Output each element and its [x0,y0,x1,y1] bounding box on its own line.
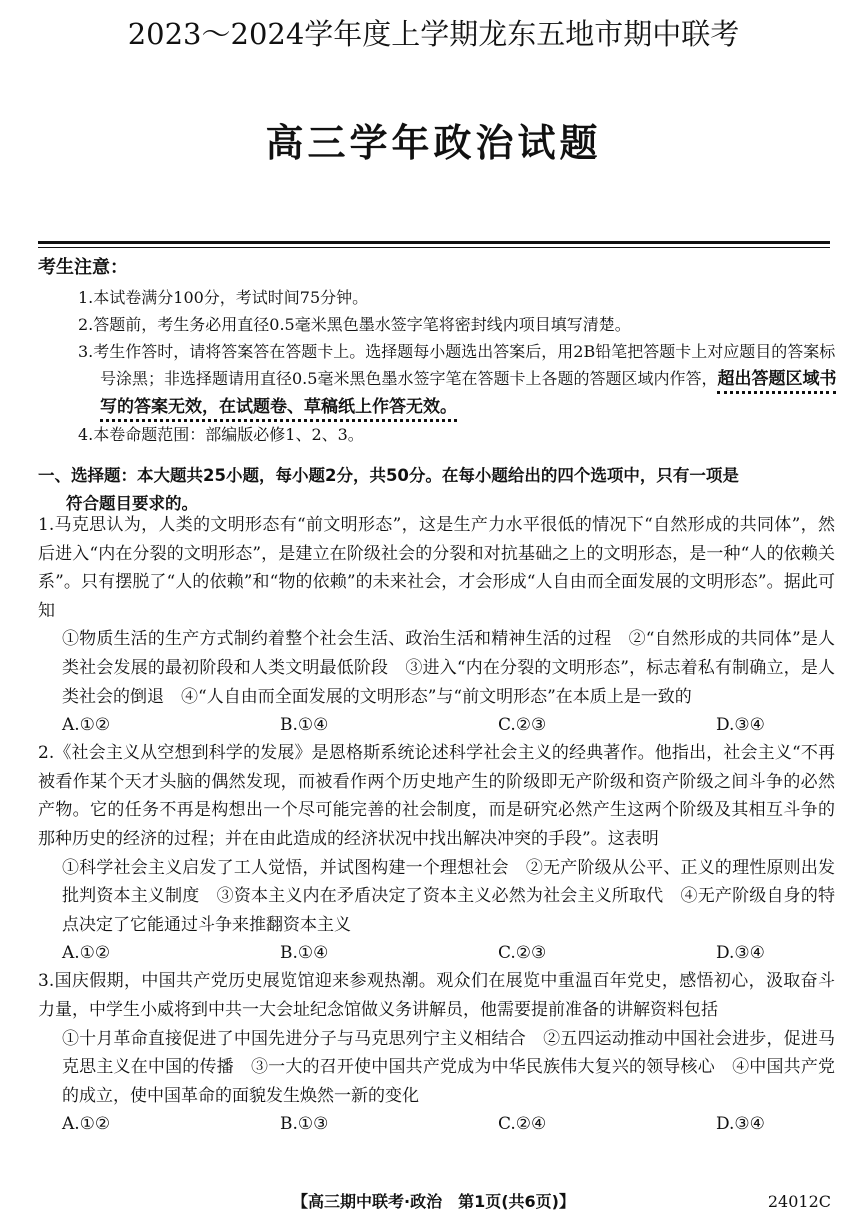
notice-item: 1.本试卷满分100分，考试时间75分钟。 [78,288,369,307]
notice-list [78,284,838,448]
notice-emphasis: 超出答题区域书写的答案无效，在试题卷、草稿纸上作答无效。 [100,369,836,422]
answer-option: C.②④ [498,1114,547,1135]
notice-item: 4.本卷命题范围：部编版必修1、2、3。 [78,425,364,444]
page-title: 高三学年政治试题 [265,121,602,165]
answer-option: B.①④ [280,715,329,736]
notice-item [78,338,838,421]
question [38,511,835,739]
notice-item: 2.答题前，考生务必用直径0.5毫米黑色墨水签字笔将密封线内项目填写清楚。 [78,315,631,334]
answer-option: D.③④ [716,715,765,736]
question-statements: ①物质生活的生产方式制约着整个社会生活、政治生活和精神生活的过程 ②“自然形成的共同体”是人类社会发展的最初阶段和人类文明最低阶段 ③进入“内在分裂的文明形态”，标志着私有制确立，是人类社会的倒退 ④“人自由而全面发展的文明形态”与“前文明形态”在本质上是一致的 [62,629,835,707]
answer-option: B.①④ [280,943,329,964]
question-statements: ①科学社会主义启发了工人觉悟，并试图构建一个理想社会 ②无产阶级从公平、正义的理性原则出发批判资本主义制度 ③资本主义内在矛盾决定了资本主义必然为社会主义所取代 ④无产阶级自身的特点决定了它能通过斗争来推翻资本主义 [62,857,835,935]
divider [38,241,830,244]
footer-page-info: 【高三期中联考·政治 第1页(共6页)】 [292,1192,575,1211]
question-stem: 2.《社会主义从空想到科学的发展》是恩格斯系统论述科学社会主义的经典著作。他指出，社会主义“不再被看作某个天才头脑的偶然发现，而被看作两个历史地产生的阶级即无产阶级和资产阶级之间斗争的必然产物。它的任务不再是构想出一个尽可能完善的社会制度，而是研究必然产生这两个阶级及其相互斗争的那种历史的经济的过程；并在由此造成的经济状况中找出解决冲突的手段”。这表明 [38,743,835,849]
question-stem: 1.马克思认为，人类的文明形态有“前文明形态”，这是生产力水平很低的情况下“自然形成的共同体”，然后进入“内在分裂的文明形态”，是建立在阶级社会的分裂和对抗基础之上的文明形态，是一种“人的依赖关系”。只有摆脱了“人的依赖”和“物的依赖”的未来社会，才会形成“人自由而全面发展的文明形态”。据此可知 [38,515,835,621]
question [38,739,835,967]
notice-title: 考生注意： [38,257,128,278]
answer-option: C.②③ [498,943,547,964]
candidate-notice [38,256,838,448]
answer-options [38,939,835,967]
divider [38,247,830,248]
section-heading-line: 一、选择题：本大题共25小题，每小题2分，共50分。在每小题给出的四个选项中，只有一项是 [38,466,739,485]
page-footer [0,1190,867,1214]
section-heading-line: 符合题目要求的。 [66,494,198,513]
question-list [38,511,835,1138]
question-statements: ①十月革命直接促进了中国先进分子与马克思列宁主义相结合 ②五四运动推动中国社会进步，促进马克思主义在中国的传播 ③一大的召开使中国共产党成为中华民族伟大复兴的领导核心 ④中国共产党的成立，使中国革命的面貌发生焕然一新的变化 [62,1028,835,1106]
answer-option: A.①② [62,715,111,736]
exam-name: 2023～2024学年度上学期龙东五地市期中联考 [127,17,740,51]
section-heading [38,462,833,518]
answer-option: C.②③ [498,715,547,736]
answer-option: A.①② [62,1114,111,1135]
footer-code: 24012C [767,1192,831,1211]
notice-item-text: 3.考生作答时，请将答案答在答题卡上。选择题每小题选出答案后，用2B铅笔把答题卡上对应题目的答案标号涂黑；非选择题请用直径0.5毫米黑色墨水签字笔在答题卡上各题的答题区域内作答， [78,342,836,388]
question [38,967,835,1138]
answer-option: D.③④ [716,943,765,964]
answer-options [38,1110,835,1138]
answer-option: D.③④ [716,1114,765,1135]
answer-options [38,711,835,739]
answer-option: A.①② [62,943,111,964]
answer-option: B.①③ [280,1114,329,1135]
question-stem: 3.国庆假期，中国共产党历史展览馆迎来参观热潮。观众们在展览中重温百年党史，感悟初心，汲取奋斗力量，中学生小威将到中共一大会址纪念馆做义务讲解员，他需要提前准备的讲解资料包括 [38,971,835,1020]
